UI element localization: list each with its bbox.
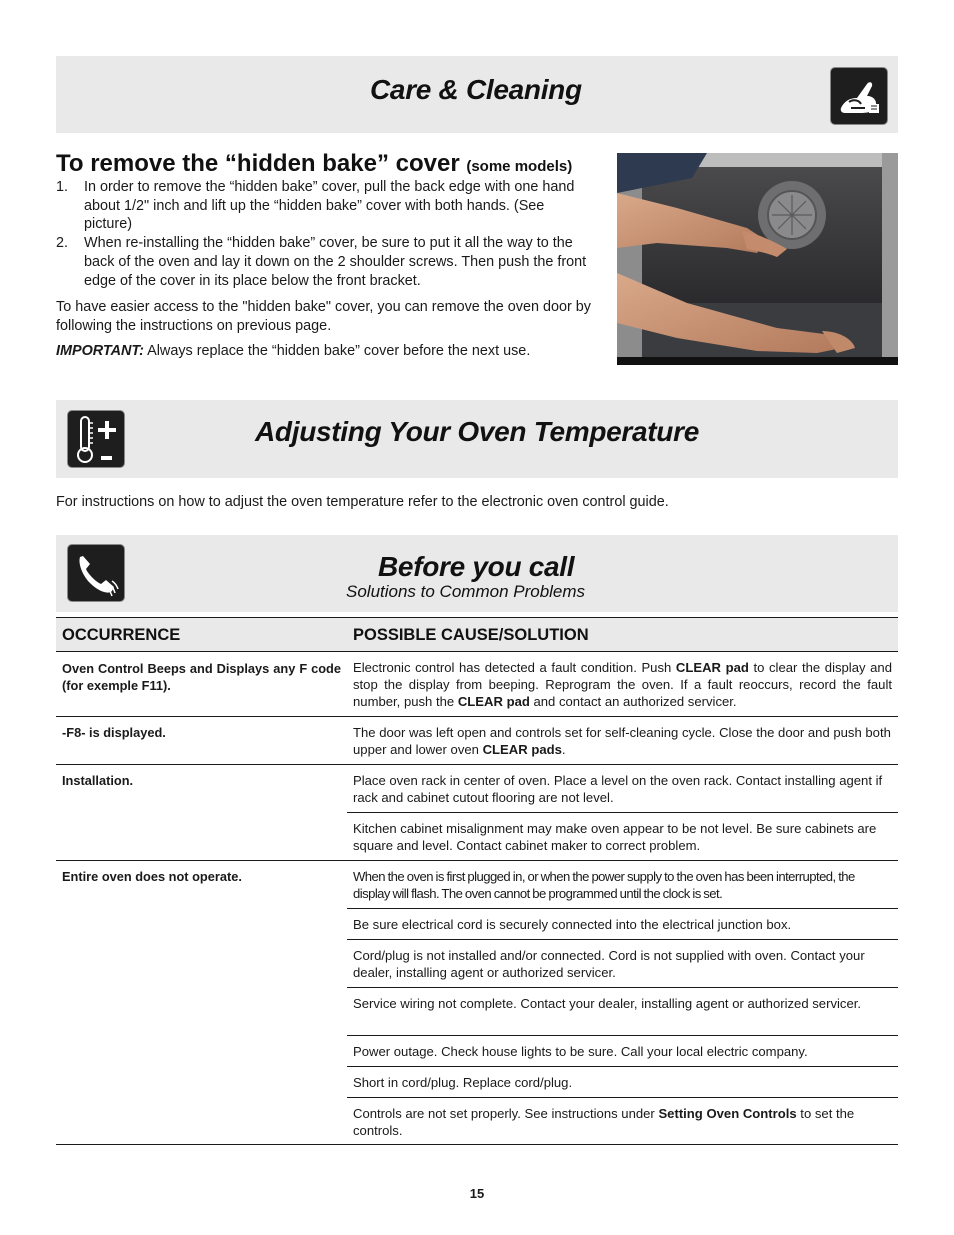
solution-cell [353,1043,892,1060]
care-cleaning-header [56,56,898,133]
care-cleaning-title: Care & Cleaning [370,74,582,105]
step-number: 2. [56,235,69,252]
hidden-bake-heading-note: (some models) [466,158,573,175]
adjust-temperature-title: Adjusting Your Oven Temperature [255,416,699,447]
row-divider [56,764,898,765]
solution-cell [353,868,892,902]
occurrence-cell: Installation. [62,773,134,788]
important-label: IMPORTANT: [56,343,144,359]
hidden-bake-heading [56,150,572,178]
solution-text: Service wiring not complete. Contact your dealer, installing agent or authorized servicer. [353,996,862,1011]
solution-divider [347,1035,898,1036]
solution-cell [353,820,892,854]
oven-photo [617,153,898,365]
solution-text: Kitchen cabinet misalignment may make oven appear to be not level. Be sure cabinets are square and level. Contact cabinet maker to correct problem. [353,821,877,853]
before-you-call-subtitle: Solutions to Common Problems [346,582,586,601]
solution-text: When the oven is first plugged in, or when the power supply to the oven has been interrupted, the display will flash. The oven cannot be programmed until the clock is set. [353,869,855,901]
step-text: When re-installing the “hidden bake” cover, be sure to put it all the way to the back of the oven and lay it down on the 2 shoulder screws. Then push the front edge of the cover in its place below the front bracket. [84,235,587,289]
hidden-bake-heading-text: To remove the “hidden bake” cover [56,150,460,177]
access-note: To have easier access to the "hidden bake" cover, you can remove the oven door by following the instructions on previous page. [56,299,591,334]
page-number: 15 [469,1186,485,1201]
solution-cell [353,1105,892,1139]
important-note [56,342,596,361]
solution-divider [347,812,898,813]
solution-text: Electronic control has detected a fault condition. Push [353,660,676,675]
solution-text: . [561,742,566,757]
before-you-call-title: Before you call [378,551,575,582]
solution-divider [347,1066,898,1067]
solution-cell [353,916,892,933]
solution-cell [353,724,892,758]
step-text: In order to remove the “hidden bake” cover, pull the back edge with one hand about 1/2" inch and lift up the “hidden bake” cover with both hands. (See picture) [84,179,575,233]
occurrence-cell: -F8- is displayed. [62,725,166,740]
solution-cell [353,772,892,806]
step-item [56,234,596,290]
solution-text: Power outage. Check house lights to be sure. Call your local electric company. [353,1044,808,1059]
hidden-bake-steps [56,178,596,290]
column-occurrence: OCCURRENCE [62,626,181,644]
row-divider [56,860,898,861]
solution-divider [347,987,898,988]
solution-cell [353,947,892,981]
solution-divider [347,939,898,940]
solution-text: Cord/plug is not installed and/or connected. Cord is not supplied with oven. Contact your dealer, installing agent or authorized servicer. [353,948,865,980]
important-text: Always replace the “hidden bake” cover before the next use. [143,343,531,359]
adjust-temperature-header [56,400,898,478]
step-number: 1. [56,179,69,195]
occurrence-cell: Oven Control Beeps and Displays any F code (for exemple F11). [62,661,341,693]
solution-cell [353,995,892,1012]
solution-text: Place oven rack in center of oven. Place a level on the oven rack. Contact installing agent if rack and cabinet cutout flooring are not level. [353,773,883,805]
solution-cell [353,1074,892,1091]
solution-emphasis: CLEAR pads [482,742,562,757]
adjust-temperature-text: For instructions on how to adjust the oven temperature refer to the electronic oven control guide. [56,494,669,510]
solution-text: and contact an authorized servicer. [529,694,737,709]
column-solution: POSSIBLE CAUSE/SOLUTION [353,626,589,644]
solution-divider [347,908,898,909]
solution-text: The door was left open and controls set for self-cleaning cycle. Close the door and push both upper and lower oven [353,725,891,757]
before-you-call-header [56,535,898,612]
solution-cell [353,659,892,710]
step-item [56,178,596,234]
table-header [56,617,898,652]
row-divider [56,1144,898,1145]
thermometer-plus-minus-icon [67,410,125,468]
solution-text: Be sure electrical cord is securely connected into the electrical junction box. [353,917,792,932]
solution-text: to set the controls. [353,1106,855,1138]
solution-text: to clear the display and stop the display from beeping. Reprogram the oven. If a fault reoccurs, record the fault number, push the [353,660,892,709]
solution-emphasis: CLEAR pad [457,694,530,709]
solution-text: Controls are not set properly. See instructions under [353,1106,659,1121]
occurrence-cell: Entire oven does not operate. [62,869,242,884]
telephone-handset-icon [67,544,125,602]
row-divider [56,716,898,717]
solution-emphasis: CLEAR pad [675,660,749,675]
cleaning-hand-icon [830,67,888,125]
solution-emphasis: Setting Oven Controls [658,1106,797,1121]
solution-divider [347,1097,898,1098]
solution-text: Short in cord/plug. Replace cord/plug. [353,1075,573,1090]
